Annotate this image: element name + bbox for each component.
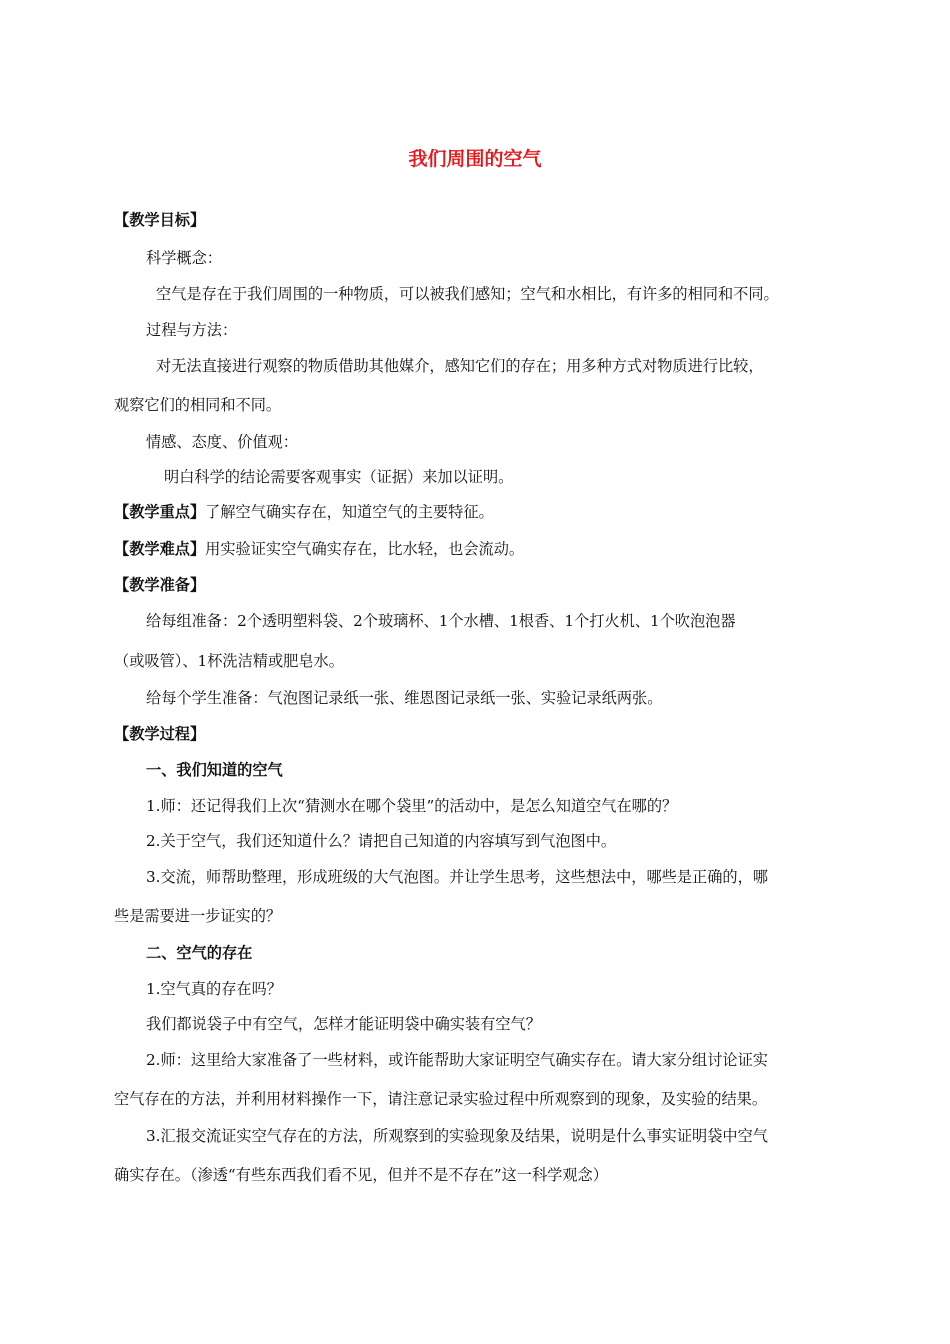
- process-heading: 【教学过程】: [114, 725, 206, 743]
- section-2-item-3-2: 确实存在。（渗透“有些东西我们看不见，但并不是不存在”这一科学观念）: [114, 1166, 608, 1184]
- section-1-item-3-1: 3.交流，师帮助整理，形成班级的大气泡图。并让学生思考，这些想法中，哪些是正确的，哪: [146, 868, 768, 886]
- objectives-heading: 【教学目标】: [114, 211, 206, 229]
- preparation-heading: 【教学准备】: [114, 576, 206, 594]
- process-method-text-2: 观察它们的相同和不同。: [114, 396, 282, 414]
- difficulty-label: 【教学难点】: [114, 540, 206, 558]
- section-2-item-2-1: 2.师：这里给大家准备了一些材料，或许能帮助大家证明空气确实存在。请大家分组讨论证实: [146, 1051, 768, 1069]
- section-2-item-1: 1.空气真的存在吗？: [146, 980, 282, 998]
- section-1-item-2: 2.关于空气，我们还知道什么？请把自己知道的内容填写到气泡图中。: [146, 832, 617, 850]
- concept-label: 科学概念：: [146, 249, 222, 267]
- attitude-text: 明白科学的结论需要客观事实（证据）来加以证明。: [164, 468, 514, 486]
- difficulty-line: [114, 539, 524, 559]
- section-2-item-2-2: 空气存在的方法，并利用材料操作一下，请注意记录实验过程中所观察到的现象，及实验的结果。: [114, 1090, 768, 1108]
- key-point-line: [114, 502, 494, 522]
- process-method-label: 过程与方法：: [146, 321, 238, 339]
- difficulty-text: 用实验证实空气确实存在，比水轻，也会流动。: [205, 540, 525, 558]
- section-1-item-1: 1.师：还记得我们上次“猜测水在哪个袋里”的活动中，是怎么知道空气在哪的？: [146, 797, 678, 815]
- concept-text: 空气是存在于我们周围的一种物质，可以被我们感知；空气和水相比，有许多的相同和不同。: [156, 285, 779, 303]
- section-1-title: 一、我们知道的空气: [146, 761, 283, 779]
- section-2-item-1-sub: 我们都说袋子中有空气，怎样才能证明袋中确实装有空气？: [146, 1015, 541, 1033]
- preparation-group-1: 给每组准备：2个透明塑料袋、2个玻璃杯、1个水槽、1根香、1个打火机、1个吹泡泡器: [146, 612, 736, 630]
- process-method-text-1: 对无法直接进行观察的物质借助其他媒介，感知它们的存在；用多种方式对物质进行比较，: [156, 357, 764, 375]
- preparation-group-2: （或吸管）、1杯洗洁精或肥皂水。: [114, 652, 344, 670]
- key-point-label: 【教学重点】: [114, 503, 206, 521]
- section-2-item-3-1: 3.汇报交流证实空气存在的方法，所观察到的实验现象及结果，说明是什么事实证明袋中空气: [146, 1127, 768, 1145]
- document-title: 我们周围的空气: [408, 148, 542, 170]
- section-1-item-3-2: 些是需要进一步证实的？: [114, 907, 282, 925]
- section-2-title: 二、空气的存在: [146, 944, 253, 962]
- key-point-text: 了解空气确实存在，知道空气的主要特征。: [205, 503, 494, 521]
- attitude-label: 情感、态度、价值观：: [146, 433, 298, 451]
- preparation-student: 给每个学生准备：气泡图记录纸一张、维恩图记录纸一张、实验记录纸两张。: [146, 689, 663, 707]
